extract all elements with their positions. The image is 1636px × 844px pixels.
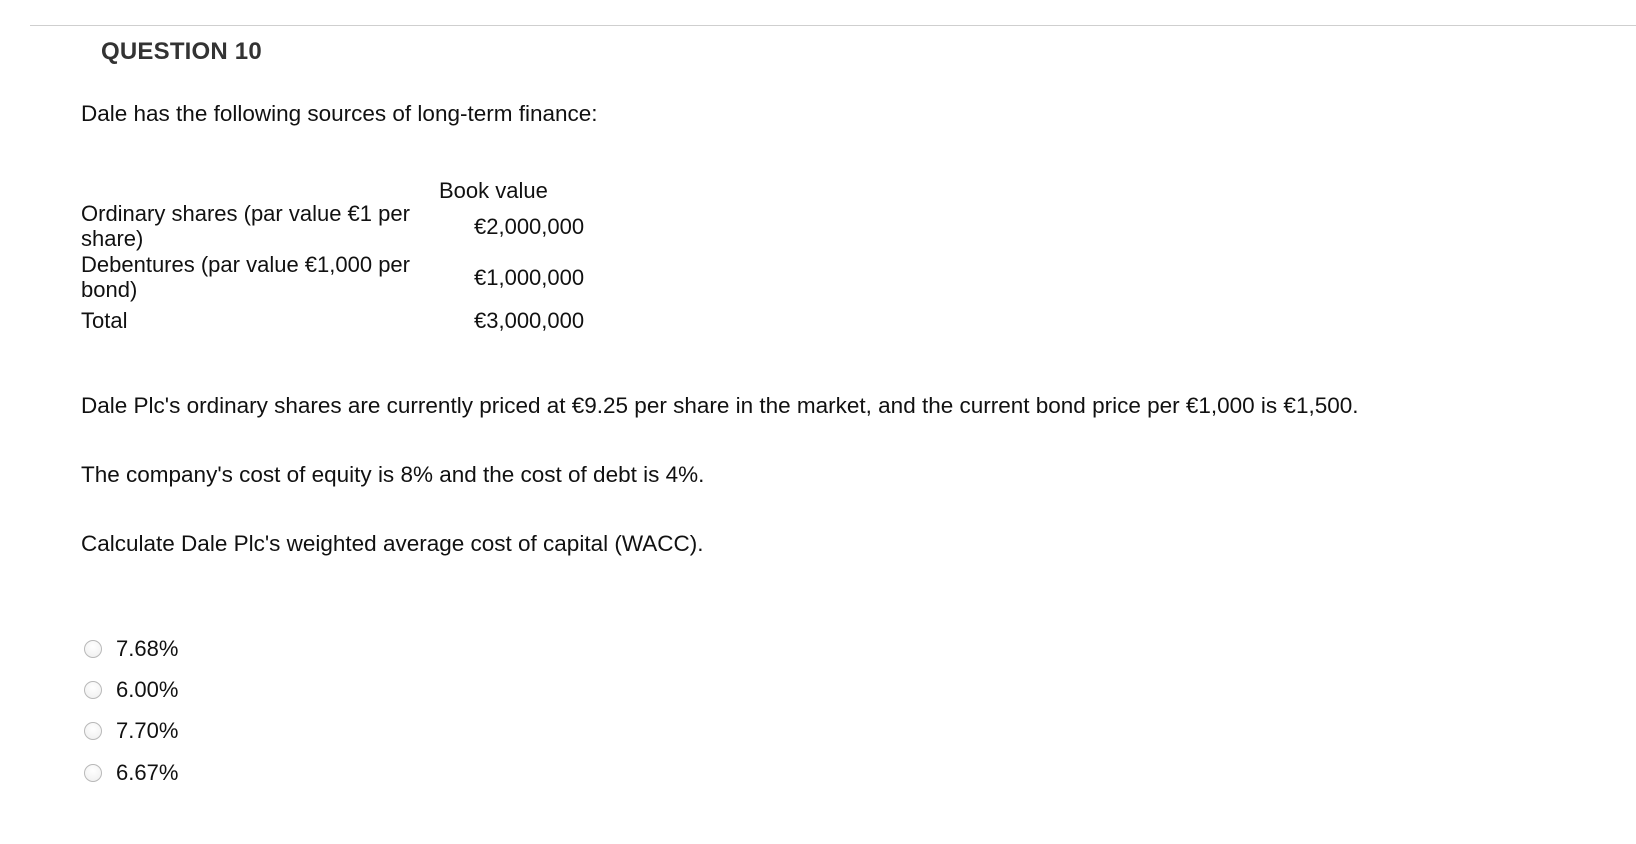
answer-option[interactable]	[84, 718, 178, 744]
question-paragraph-prices: Dale Plc's ordinary shares are currently priced at €9.25 per share in the market, and the current bond price per €1,000 is €1,500.	[81, 393, 1359, 418]
radio-button[interactable]	[84, 640, 102, 658]
table-header-book-value: Book value	[439, 178, 548, 203]
radio-button[interactable]	[84, 764, 102, 782]
table-row-label: Total	[81, 308, 128, 333]
question-paragraph-costs: The company's cost of equity is 8% and the cost of debt is 4%.	[81, 462, 705, 487]
radio-button[interactable]	[84, 681, 102, 699]
answer-option-label[interactable]: 6.00%	[116, 677, 179, 702]
answer-option[interactable]	[84, 677, 178, 703]
top-divider	[30, 25, 1636, 26]
radio-button[interactable]	[84, 722, 102, 740]
answer-option[interactable]	[84, 760, 178, 786]
answer-option-label[interactable]: 7.70%	[116, 718, 179, 743]
table-row-value: €3,000,000	[474, 308, 585, 333]
answer-option[interactable]	[84, 636, 178, 662]
answer-option-label[interactable]: 7.68%	[116, 636, 179, 661]
question-title: QUESTION 10	[101, 38, 262, 65]
table-row-label: Ordinary shares (par value €1 per share)	[81, 201, 410, 251]
table-row-value: €2,000,000	[474, 214, 585, 239]
question-paragraph-task: Calculate Dale Plc's weighted average cost of capital (WACC).	[81, 531, 704, 556]
question-intro: Dale has the following sources of long-term finance:	[81, 101, 598, 126]
table-row-label: Debentures (par value €1,000 per bond)	[81, 252, 410, 302]
table-row-value: €1,000,000	[474, 265, 585, 290]
answer-option-label[interactable]: 6.67%	[116, 760, 179, 785]
